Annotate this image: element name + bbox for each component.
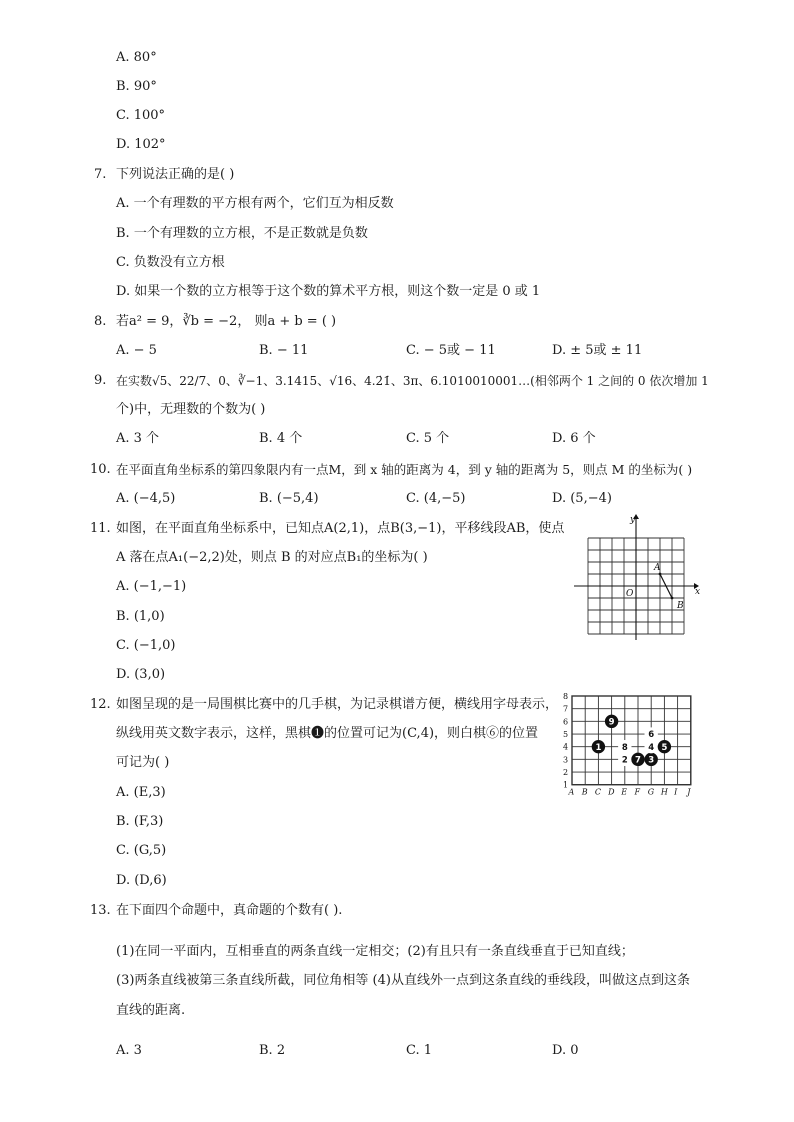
- board-row-label: 4: [563, 742, 569, 752]
- q7-stem: 下列说法正确的是( ): [116, 167, 235, 182]
- q7-option-d: D. 如果一个数的立方根等于这个数的算术平方根，则这个数一定是 0 或 1: [116, 284, 541, 299]
- q9-option-d: D. 6 个: [552, 431, 596, 446]
- q13-statement-line1: (1)在同一平面内，互相垂直的两条直线一定相交；(2)有且只有一条直线垂直于已知直线；: [116, 944, 634, 959]
- q8-stem: 若a² = 9，∛b = −2， 则a + b = ( ): [116, 314, 337, 329]
- board-row-label: 7: [563, 704, 569, 714]
- board-column-label: D: [608, 787, 615, 797]
- point-b-label: B: [677, 601, 684, 611]
- go-stone-label: 5: [661, 742, 668, 753]
- q11-option-b: B. (1,0): [116, 609, 165, 624]
- q9-stem-line1: 在实数√5、22/7、0、∛−1、3.1415、√16、4.2̇1̇、3π、6.1010010001…(相邻两个 1 之间的 0 依次增加 1: [116, 374, 709, 388]
- q13-option-c: C. 1: [406, 1043, 433, 1058]
- q11-number: 11.: [90, 521, 111, 536]
- go-stone-label: 1: [595, 742, 602, 753]
- go-stone-label: 8: [621, 742, 628, 753]
- q10-number: 10.: [90, 462, 111, 477]
- go-board-figure: [562, 690, 702, 808]
- q13-stem: 在下面四个命题中，真命题的个数有( ).: [116, 903, 343, 918]
- q13-statement-line2: (3)两条直线被第三条直线所截，同位角相等 (4)从直线外一点到这条直线的垂线段，叫做这点到这条: [116, 973, 690, 988]
- go-stone-label: 4: [648, 742, 655, 753]
- q13-number: 13.: [90, 903, 111, 918]
- q12-number: 12.: [90, 697, 111, 712]
- q13-statement-line3: 直线的距离.: [116, 1003, 186, 1018]
- q9-stem-line2: 个)中，无理数的个数为( ): [116, 402, 266, 417]
- board-column-label: I: [674, 787, 678, 797]
- board-column-label: E: [621, 787, 628, 797]
- q8-option-c: C. − 5或 − 11: [406, 343, 496, 358]
- q13-option-d: D. 0: [552, 1043, 579, 1058]
- q11-option-a: A. (−1,−1): [116, 579, 187, 594]
- go-stone-label: 7: [635, 755, 641, 766]
- q12-option-d: D. (D,6): [116, 873, 167, 888]
- q11-stem-line2: A 落在点A₁(−2,2)处，则点 B 的对应点B₁的坐标为( ): [116, 550, 428, 565]
- go-stone-label: 3: [648, 755, 655, 766]
- q12-stem-line3: 可记为( ): [116, 755, 170, 770]
- q10-option-d: D. (5,−4): [552, 491, 612, 506]
- q10-option-b: B. (−5,4): [259, 491, 319, 506]
- q9-option-c: C. 5 个: [406, 431, 450, 446]
- board-row-label: 2: [563, 768, 569, 778]
- q12-stem-line2: 纵线用英文数字表示，这样，黑棋❶的位置可记为(C,4)，则白棋⑥的位置: [116, 726, 539, 741]
- q9-option-a: A. 3 个: [116, 431, 160, 446]
- coordinate-grid-figure: [570, 512, 700, 644]
- q6-option-a: A. 80°: [116, 50, 157, 65]
- q6-option-c: C. 100°: [116, 108, 166, 123]
- go-stone-label: 9: [608, 717, 615, 728]
- q7-option-b: B. 一个有理数的立方根，不是正数就是负数: [116, 226, 368, 241]
- q6-option-b: B. 90°: [116, 79, 157, 94]
- board-row-label: 3: [563, 755, 569, 765]
- point-a-label: A: [654, 563, 661, 573]
- board-column-label: F: [634, 787, 641, 797]
- origin-label: O: [626, 589, 634, 599]
- q6-option-d: D. 102°: [116, 137, 166, 152]
- q9-option-b: B. 4 个: [259, 431, 303, 446]
- q8-option-a: A. − 5: [116, 343, 157, 358]
- q13-option-a: A. 3: [116, 1043, 142, 1058]
- q8-option-b: B. − 11: [259, 343, 309, 358]
- board-row-label: 8: [563, 692, 569, 701]
- q9-number: 9.: [94, 373, 107, 388]
- q11-option-d: D. (3,0): [116, 667, 166, 682]
- go-stone-label: 6: [648, 730, 655, 741]
- q10-stem: 在平面直角坐标系的第四象限内有一点M，到 x 轴的距离为 4，到 y 轴的距离为 5，则点 M 的坐标为( ): [116, 462, 693, 477]
- board-column-label: G: [647, 787, 655, 797]
- board-column-label: A: [568, 787, 575, 797]
- q7-option-a: A. 一个有理数的平方根有两个，它们互为相反数: [116, 196, 394, 211]
- q13-option-b: B. 2: [259, 1043, 286, 1058]
- q8-option-d: D. ± 5或 ± 11: [552, 343, 643, 358]
- board-column-label: B: [581, 787, 588, 797]
- axis-x-label: x: [695, 587, 700, 597]
- q10-option-c: C. (4,−5): [406, 491, 466, 506]
- q12-stem-line1: 如图呈现的是一局围棋比赛中的几手棋，为记录棋谱方便，横线用字母表示，: [116, 697, 559, 712]
- q7-option-c: C. 负数没有立方根: [116, 255, 225, 270]
- q10-option-a: A. (−4,5): [116, 491, 176, 506]
- q7-number: 7.: [94, 167, 107, 182]
- go-stone-label: 2: [621, 755, 628, 766]
- q11-stem-line1: 如图，在平面直角坐标系中，已知点A(2,1)，点B(3,−1)，平移线段AB，使点: [116, 521, 565, 536]
- board-column-label: C: [594, 787, 602, 797]
- board-row-label: 1: [563, 780, 569, 790]
- board-column-label: H: [660, 787, 668, 797]
- q12-option-c: C. (G,5): [116, 843, 167, 858]
- q8-number: 8.: [94, 314, 107, 329]
- board-column-label: J: [687, 787, 691, 797]
- axis-y-label: y: [630, 515, 636, 525]
- q12-option-a: A. (E,3): [116, 785, 166, 800]
- q12-option-b: B. (F,3): [116, 814, 164, 829]
- board-row-label: 6: [563, 717, 569, 727]
- board-row-label: 5: [563, 730, 569, 740]
- q11-option-c: C. (−1,0): [116, 638, 176, 653]
